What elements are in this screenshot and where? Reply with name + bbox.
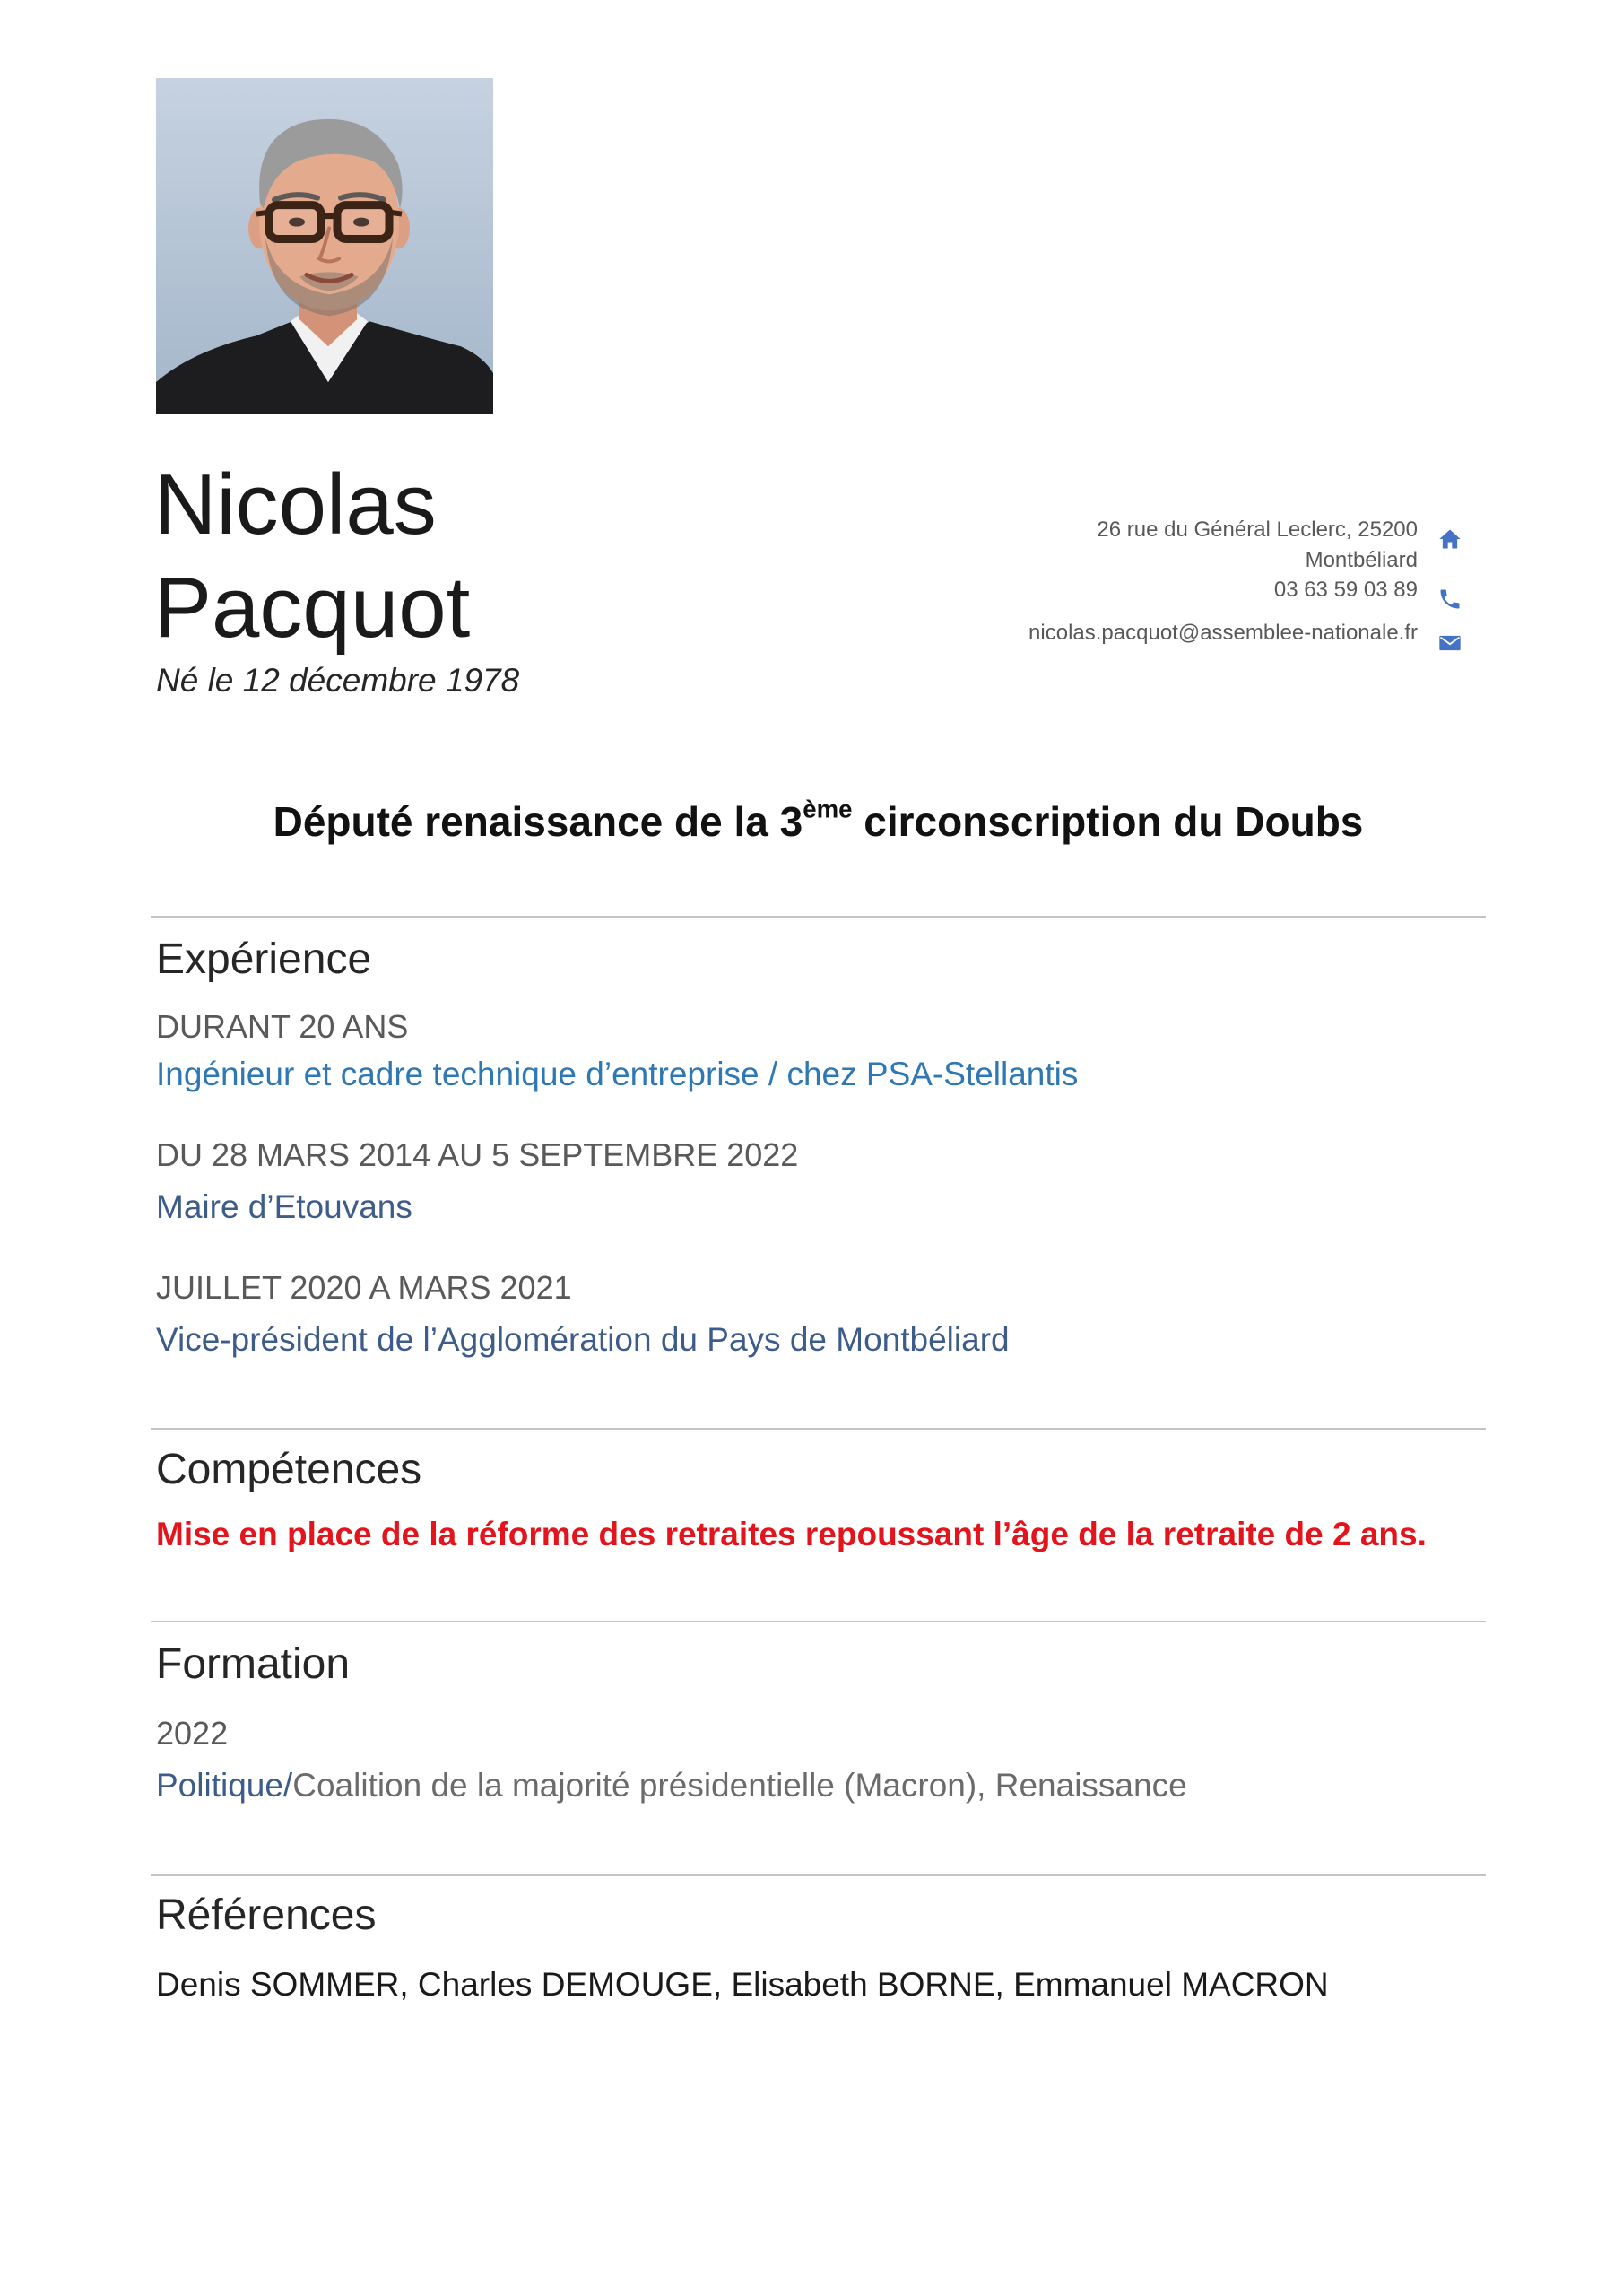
- profile-photo: [156, 78, 493, 414]
- experience-period: DURANT 20 ANS: [156, 1008, 409, 1045]
- experience-role: Ingénieur et cadre technique d’entreprise / chez PSA-Stellantis: [156, 1056, 1079, 1092]
- education-year: 2022: [156, 1715, 229, 1752]
- education-detail: Coalition de la majorité présidentielle (Macron), Renaissance: [292, 1767, 1187, 1804]
- first-name: Nicolas: [154, 457, 437, 552]
- education-entry: [156, 1766, 1187, 1805]
- phone-icon: [1437, 587, 1462, 612]
- experience-period: DU 28 MARS 2014 AU 5 SEPTEMBRE 2022: [156, 1136, 799, 1173]
- references-title: Références: [156, 1892, 377, 1939]
- section-divider: [151, 1428, 1486, 1430]
- headline: [151, 797, 1486, 847]
- experience-role: Maire d’Etouvans: [156, 1188, 412, 1225]
- phone-number: 03 63 59 03 89: [1273, 578, 1418, 602]
- portrait-illustration: [156, 78, 493, 414]
- references-text: Denis SOMMER, Charles DEMOUGE, Elisabeth BORNE, Emmanuel MACRON: [156, 1966, 1329, 2003]
- email-address[interactable]: nicolas.pacquot@assemblee-nationale.fr: [1028, 621, 1418, 645]
- full-name: [154, 453, 470, 659]
- experience-period: JUILLET 2020 A MARS 2021: [156, 1269, 572, 1306]
- address-line-1: 26 rue du Général Leclerc, 25200: [1097, 517, 1418, 542]
- section-divider: [151, 916, 1486, 918]
- section-divider: [151, 1874, 1486, 1876]
- last-name: Pacquot: [154, 560, 471, 656]
- section-divider: [151, 1621, 1486, 1622]
- headline-suffix: circonscription du Doubs: [852, 798, 1364, 845]
- address-line-2: Montbéliard: [1305, 548, 1418, 572]
- home-icon: [1437, 526, 1462, 552]
- birth-date: Né le 12 décembre 1978: [156, 662, 520, 699]
- experience-role: Vice-président de l’Agglomération du Pays de Montbéliard: [156, 1321, 1010, 1358]
- education-title: Formation: [156, 1640, 351, 1688]
- experience-title: Expérience: [156, 935, 372, 983]
- headline-prefix: Député renaissance de la 3: [273, 798, 803, 845]
- headline-superscript: ème: [803, 795, 853, 823]
- skills-title: Compétences: [156, 1446, 422, 1493]
- education-field: Politique/: [156, 1767, 293, 1804]
- envelope-icon: [1437, 631, 1462, 656]
- skills-text: Mise en place de la réforme des retraites repoussant l’âge de la retraite de 2 ans.: [156, 1516, 1427, 1552]
